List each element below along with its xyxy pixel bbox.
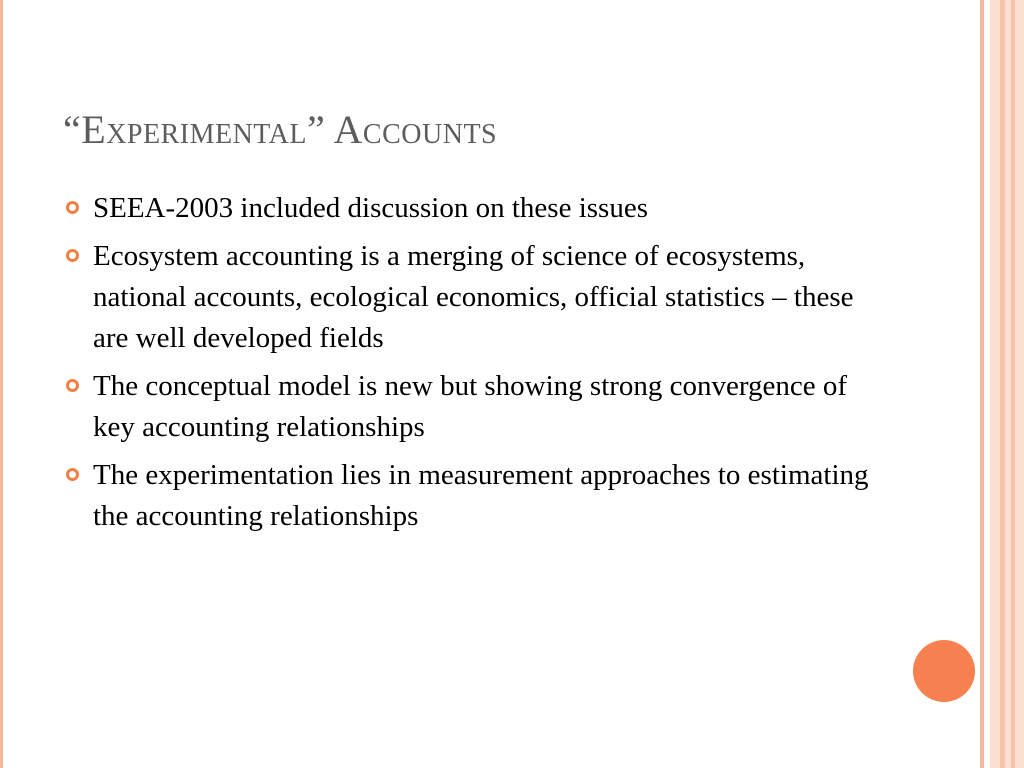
bullet-text: The experimentation lies in measurement approaches to estimating the accounting relationships <box>93 459 869 532</box>
bullet-item <box>66 455 876 537</box>
bullet-item <box>66 188 876 229</box>
bullet-text: The conceptual model is new but showing strong convergence of key accounting relationships <box>93 370 848 443</box>
bullet-circle-icon <box>66 468 79 481</box>
right-frame-band <box>990 0 1024 768</box>
right-frame-line-middle <box>1000 0 1005 768</box>
left-frame-line <box>0 0 3 768</box>
right-frame-line-inner <box>1011 0 1015 768</box>
bullet-item <box>66 366 876 448</box>
bullet-list <box>66 188 876 544</box>
bullet-circle-icon <box>66 249 79 262</box>
bullet-text: Ecosystem accounting is a merging of science of ecosystems, national accounts, ecological economics, official statistics – these are well developed fields <box>93 240 854 354</box>
bullet-item <box>66 236 876 359</box>
slide-title: “Experimental” Accounts <box>63 107 498 152</box>
bullet-circle-icon <box>66 379 79 392</box>
bullet-text: SEEA-2003 included discussion on these issues <box>93 192 648 224</box>
bullet-circle-icon <box>66 201 79 214</box>
decorative-circle <box>913 640 975 702</box>
right-frame-line-outer <box>980 0 984 768</box>
